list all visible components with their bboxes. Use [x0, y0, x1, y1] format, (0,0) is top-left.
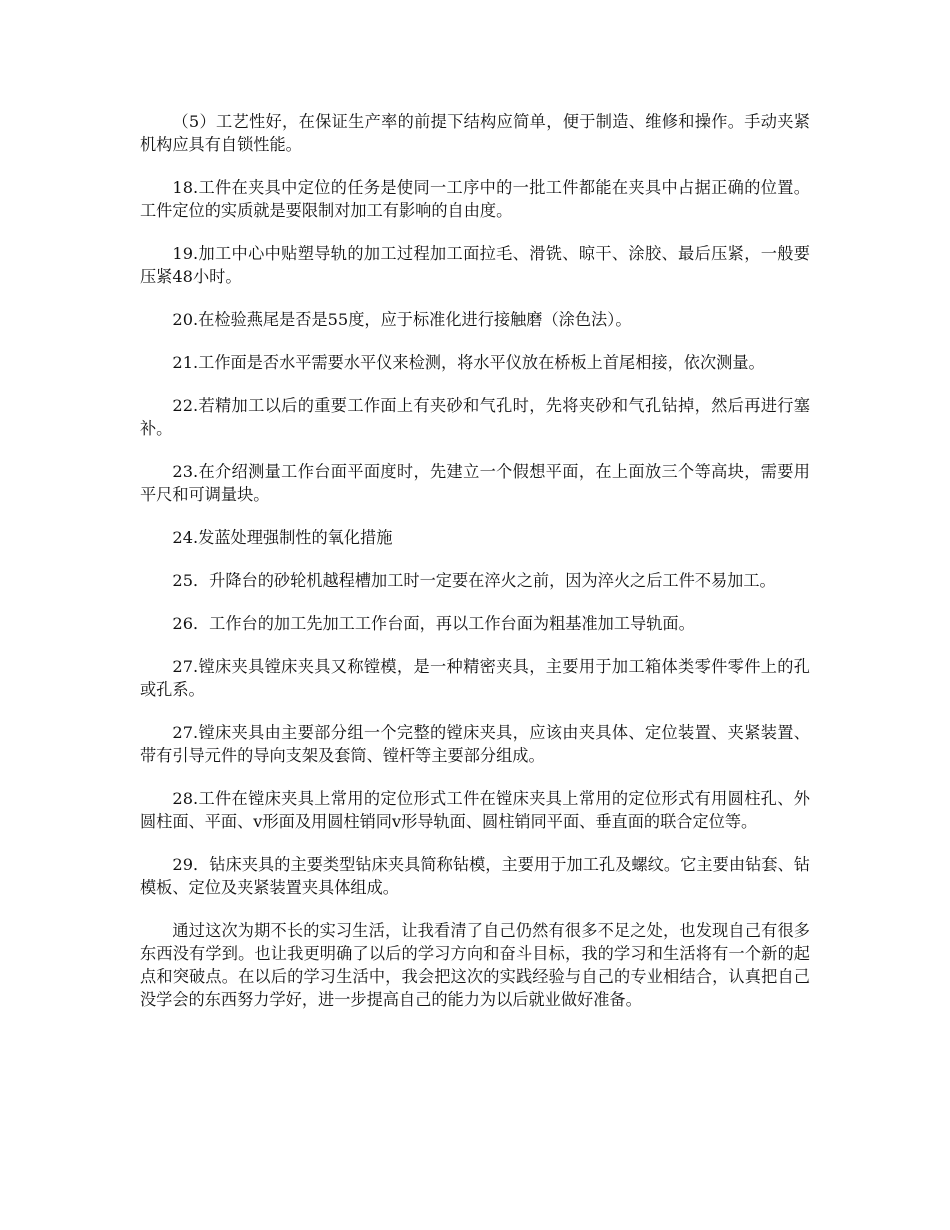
paragraph-item-25: 25．升降台的砂轮机越程槽加工时一定要在淬火之前，因为淬火之后工件不易加工。	[172, 571, 776, 590]
paragraph-item-22: 22.若精加工以后的重要工作面上有夹砂和气孔时，先将夹砂和气孔钻掉，然后再进行塞补。	[140, 396, 810, 438]
paragraph-item-19: 19.加工中心中贴塑导轨的加工过程加工面拉毛、滑铣、晾干、涂胶、最后压紧，一般要压紧48小时。	[140, 244, 810, 286]
paragraph-item-27a: 27.镗床夹具镗床夹具又称镗模，是一种精密夹具，主要用于加工箱体类零件零件上的孔或孔系。	[140, 657, 810, 699]
paragraph-conclusion: 通过这次为期不长的实习生活，让我看清了自己仍然有很多不足之处，也发现自己有很多东西没有学到。也让我更明确了以后的学习方向和奋斗目标，我的学习和生活将有一个新的起点和突破点。在以后的学习生活中，我会把这次的实践经验与自己的专业相结合，认真把自己没学会的东西努力学好，进一步提高自己的能力为以后就业做好准备。	[140, 921, 810, 1009]
paragraph-item-5: （5）工艺性好，在保证生产率的前提下结构应简单，便于制造、维修和操作。手动夹紧机构应具有自锁性能。	[140, 112, 810, 154]
paragraph-item-24: 24.发蓝处理强制性的氧化措施	[172, 528, 393, 547]
paragraph-item-27b: 27.镗床夹具由主要部分组一个完整的镗床夹具，应该由夹具体、定位装置、夹紧装置、带有引导元件的导向支架及套筒、镗杆等主要部分组成。	[140, 723, 810, 765]
document-body	[140, 110, 810, 1031]
paragraph-item-23: 23.在介绍测量工作台面平面度时，先建立一个假想平面，在上面放三个等高块，需要用平尺和可调量块。	[140, 462, 810, 504]
paragraph-item-26: 26．工作台的加工先加工工作台面，再以工作台面为粗基准加工导轨面。	[172, 614, 695, 633]
paragraph-item-20: 20.在检验燕尾是否是55度，应于标准化进行接触磨（涂色法）。	[172, 310, 632, 329]
paragraph-item-21: 21.工作面是否水平需要水平仪来检测，将水平仪放在桥板上首尾相接，依次测量。	[172, 353, 765, 372]
paragraph-item-28: 28.工件在镗床夹具上常用的定位形式工件在镗床夹具上常用的定位形式有用圆柱孔、外圆柱面、平面、v形面及用圆柱销同v形导轨面、圆柱销同平面、垂直面的联合定位等。	[140, 789, 810, 831]
paragraph-item-18: 18.工件在夹具中定位的任务是使同一工序中的一批工件都能在夹具中占据正确的位置。工件定位的实质就是要限制对加工有影响的自由度。	[140, 178, 810, 220]
paragraph-item-29: 29．钻床夹具的主要类型钻床夹具简称钻模，主要用于加工孔及螺纹。它主要由钻套、钻模板、定位及夹紧装置夹具体组成。	[140, 855, 810, 897]
